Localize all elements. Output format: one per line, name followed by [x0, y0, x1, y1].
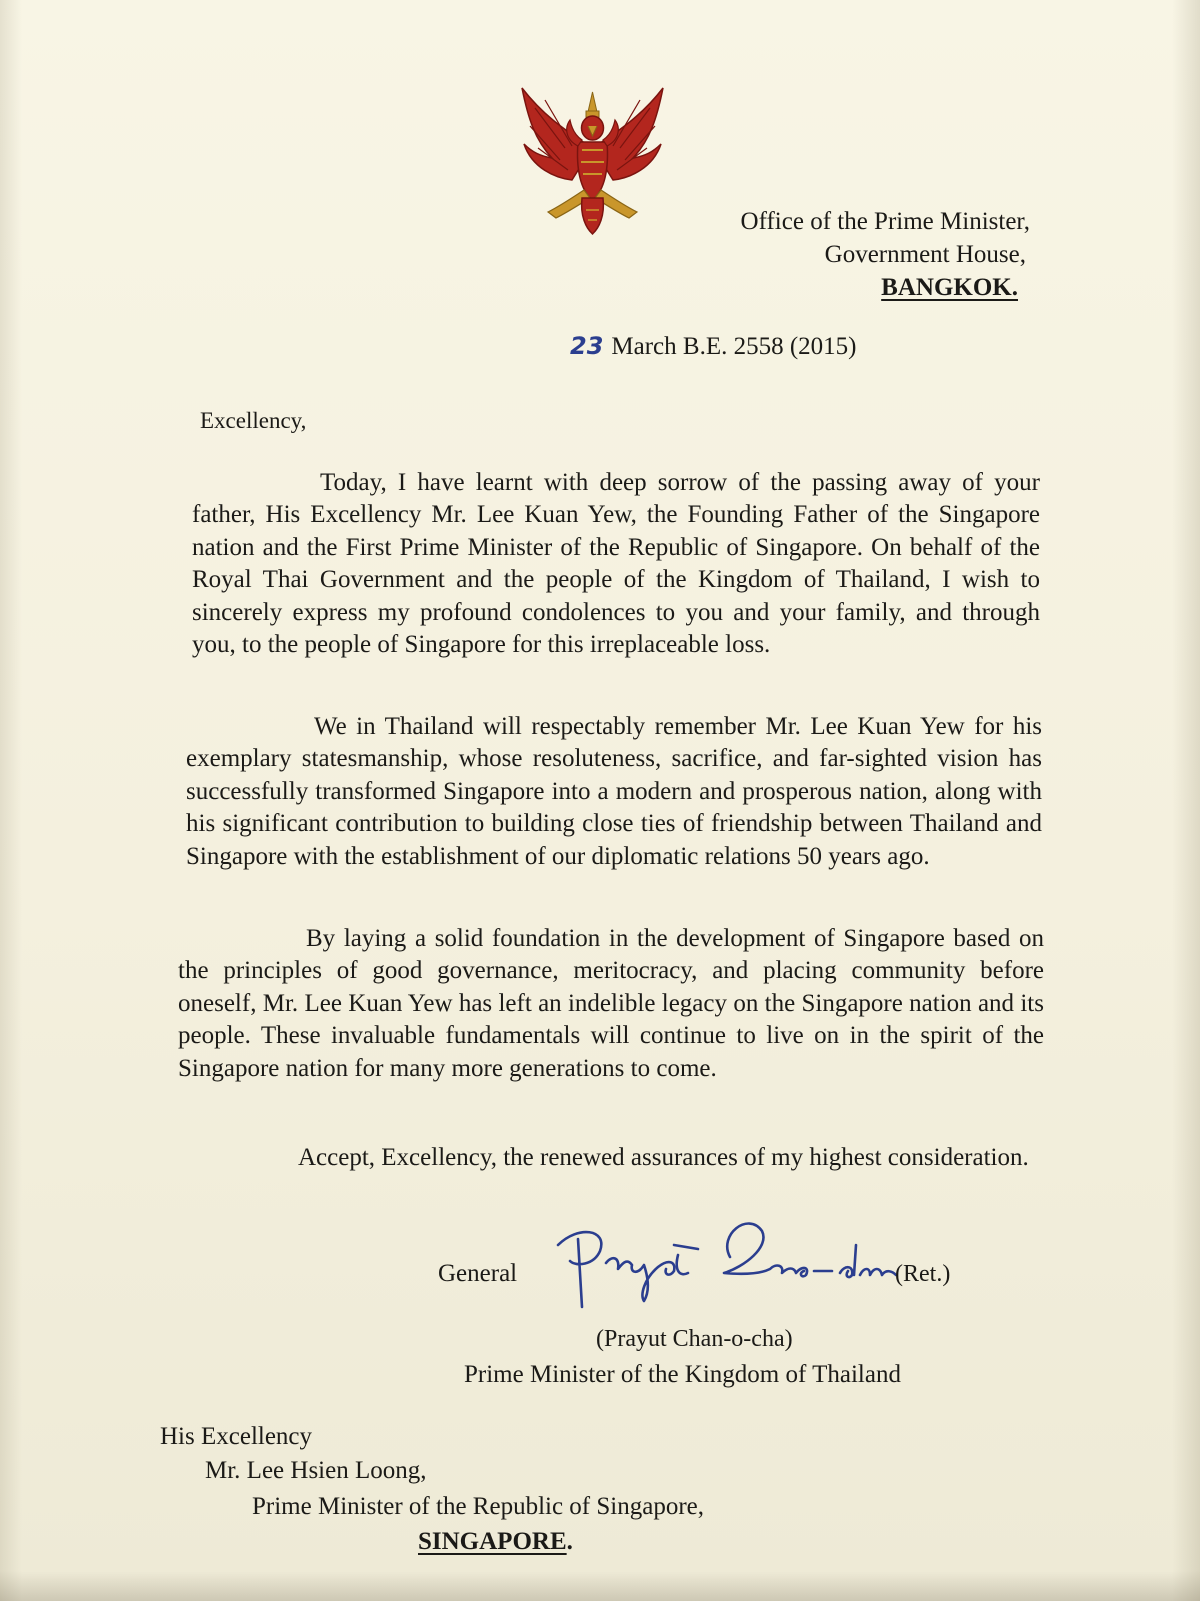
letterhead-house: Government House, [824, 241, 1026, 268]
salutation: Excellency, [200, 408, 307, 433]
page-edge-shadow-right [1172, 0, 1200, 1601]
signature-rank: General [438, 1260, 518, 1287]
addressee-country: SINGAPORE [418, 1528, 567, 1555]
addressee-country-line [418, 1528, 573, 1556]
handwritten-signature [548, 1215, 898, 1325]
date-month-year: March B.E. 2558 (2015) [611, 333, 857, 360]
closing-paragraph: Accept, Excellency, the renewed assurances of my highest consideration. [298, 1144, 1029, 1171]
page-bottom-shadow [0, 1571, 1200, 1601]
letterhead-office: Office of the Prime Minister, [740, 208, 1030, 235]
body-paragraph: We in Thailand will respectably remember Mr. Lee Kuan Yew for his exemplary statesmanship, whose resoluteness, sacrifice, and far-sighted vision has successfully transformed Singapore into a modern and prosperous nation, along with his significant contribution to building close ties of friendship between Thailand and Singapore with the establishment of our diplomatic relations 50 years ago. [186, 713, 1042, 870]
addressee-title: Prime Minister of the Republic of Singapore, [252, 1493, 705, 1520]
letterhead [741, 205, 1030, 304]
page-edge-shadow-left [0, 0, 22, 1601]
addressee-honorific: His Excellency [160, 1423, 313, 1450]
letterhead-city: BANGKOK. [881, 274, 1018, 301]
addressee-name: Mr. Lee Hsien Loong, [205, 1457, 427, 1484]
date-day-handwritten: 23 [570, 332, 604, 360]
signatory-title: Prime Minister of the Kingdom of Thailand [464, 1361, 901, 1388]
signature-suffix: (Ret.) [895, 1261, 951, 1287]
addressee-country-period: . [566, 1528, 573, 1555]
garuda-emblem-icon [510, 78, 675, 243]
body-paragraph: Today, I have learnt with deep sorrow of the passing away of your father, His Excellency Mr. Lee Kuan Yew, the Founding Father of the Singapore nation and the First Prime Minister of the Republic of Singapore. On behalf of the Royal Thai Government and the people of the Kingdom of Thailand, I wish to sincerely express my profound condolences to you and your family, and through you, to the people of Singapore for this irreplaceable loss. [192, 469, 1040, 659]
letter-date [570, 332, 857, 361]
signatory-name: (Prayut Chan-o-cha) [596, 1326, 793, 1352]
body-paragraph: By laying a solid foundation in the development of Singapore based on the principles of good governance, meritocracy, and placing community before oneself, Mr. Lee Kuan Yew has left an indelible legacy on the Singapore nation and its people. These invaluable fundamentals will continue to live on in the spirit of the Singapore nation for many more generations to come. [178, 925, 1044, 1082]
